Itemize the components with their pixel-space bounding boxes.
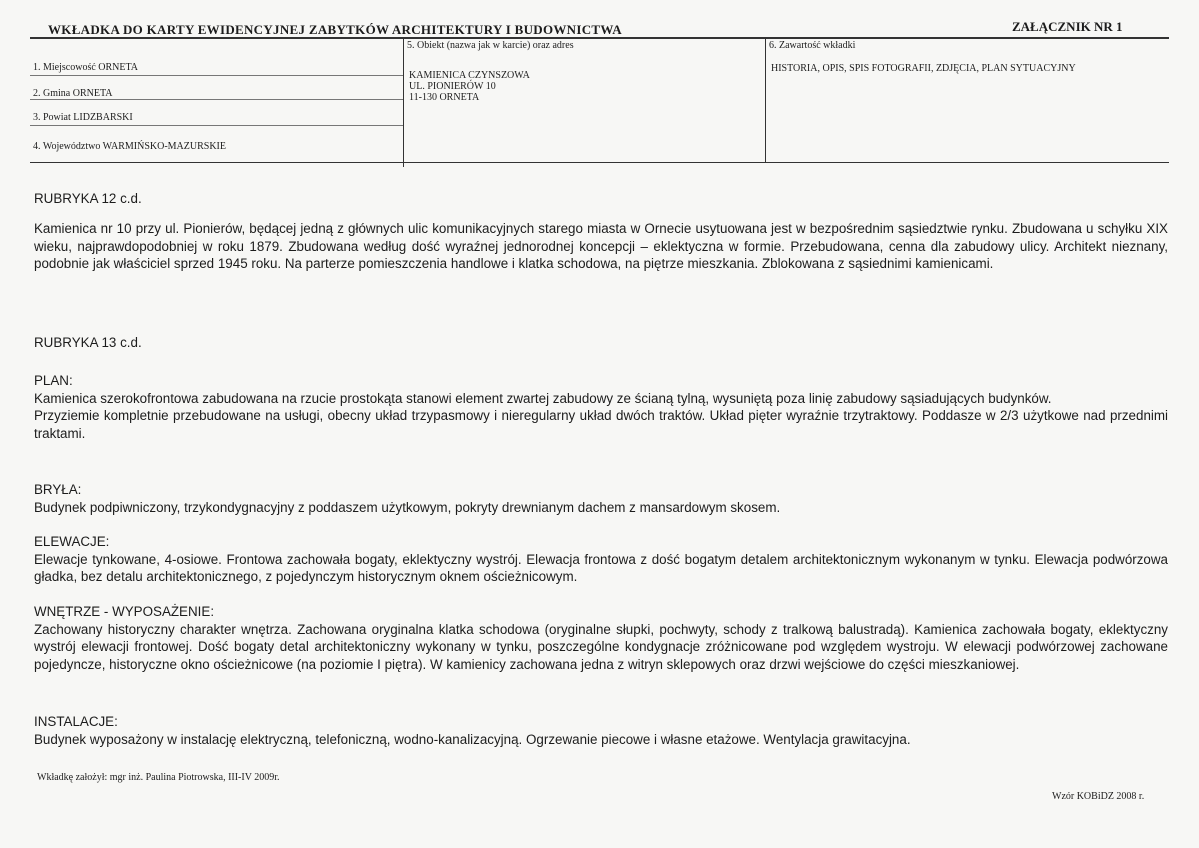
field-commune: 2. Gmina ORNETA	[33, 88, 113, 99]
field-county: 3. Powiat LIDZBARSKI	[33, 112, 133, 123]
object-name: KAMIENICA CZYNSZOWA	[409, 70, 530, 81]
elewacje-text: Elewacje tynkowane, 4-osiowe. Frontowa zachowała bogaty, eklektyczny wystrój. Elewacja frontowa z dość bogatym detalem architektonicznym wykonanym w tynku. Elewacja podwórzowa gładka, bez detalu architektonicznego, z pojedynczym historycznym oknem ościeżnicowym.	[34, 551, 1168, 584]
field-underline	[30, 99, 403, 100]
plan-section	[34, 372, 1168, 442]
plan-text-1: Kamienica szerokofrontowa zabudowana na rzucie prostokąta stanowi element zwartej zabudowy ze ścianą tylną, wysuniętą poza linię zabudowy sąsiadujących budynków.	[34, 390, 1052, 406]
object-address	[409, 70, 530, 103]
rubryka-12-text: Kamienica nr 10 przy ul. Pionierów, będącej jedną z głównych ulic komunikacyjnych starego miasta w Ornecie usytuowana jest w bezpośrednim sąsiedztwie rynku. Zbudowana u schyłku XIX wieku, najprawdopodobniej w roku 1879. Zbudowana według dość wyraźnej jednorodnej koncepcji – eklektyczna w formie. Przebudowana, cenna dla zabudowy ulicy. Architekt nieznany, podobnie jak właściciel sprzed 1945 roku. Na parterze pomieszczenia handlowe i klatka schodowa, na piętrze mieszkania. Zblokowana z sąsiednimi kamienicami.	[34, 221, 1168, 271]
field-underline	[30, 125, 403, 126]
form-title: WKŁADKA DO KARTY EWIDENCYJNEJ ZABYTKÓW ARCHITEKTURY I BUDOWNICTWA	[48, 22, 622, 37]
bryla-text: Budynek podpiwniczony, trzykondygnacyjny z poddaszem użytkowym, pokryty drewnianym dachem z mansardowym skosem.	[34, 499, 781, 515]
table-top-rule	[30, 37, 1169, 39]
instalacje-heading: INSTALACJE:	[34, 714, 118, 729]
contents-field-value: HISTORIA, OPIS, SPIS FOTOGRAFII, ZDJĘCIA, PLAN SYTUACYJNY	[771, 63, 1076, 74]
object-field-label: 5. Obiekt (nazwa jak w karcie) oraz adres	[407, 40, 574, 51]
bryla-heading: BRYŁA:	[34, 482, 82, 497]
object-street: UL. PIONIERÓW 10	[409, 81, 496, 92]
field-voivodeship: 4. Województwo WARMIŃSKO-MAZURSKIE	[33, 141, 226, 152]
author-note: Wkładkę założył: mgr inż. Paulina Piotrowska, III-IV 2009r.	[37, 772, 280, 783]
rubryka-13-heading: RUBRYKA 13 c.d.	[34, 335, 142, 350]
instalacje-text: Budynek wyposażony w instalację elektryczną, telefoniczną, wodno-kanalizacyjną. Ogrzewanie piecowe i własne etażowe. Wentylacja grawitacyjna.	[34, 731, 911, 747]
table-divider-right	[765, 37, 766, 163]
table-divider-left	[403, 37, 404, 167]
object-postal: 11-130 ORNETA	[409, 92, 480, 103]
template-note: Wzór KOBiDZ 2008 r.	[1052, 791, 1145, 802]
wnetrze-text: Zachowany historyczny charakter wnętrza. Zachowana oryginalna klatka schodowa (oryginalne słupki, pochwyty, schody z tralkową balustradą). Kamienica zachowała bogaty, eklektyczny wystrój elewacji frontowej. Dość bogaty detal architektoniczny wykonany w tynku, poszczególne kondygnacje zróżnicowane pod względem wystroju. W elewacji podwórzowej zachowane pojedyncze, historyczne okno ościeżnicowe (na poziomie I piętra). W kamienicy zachowana jedna z witryn sklepowych oraz drzwi wejściowe do części mieszkaniowej.	[34, 621, 1168, 672]
attachment-label: ZAŁĄCZNIK NR 1	[1012, 19, 1123, 34]
elewacje-section	[34, 533, 1168, 586]
contents-field-label: 6. Zawartość wkładki	[769, 40, 856, 51]
plan-heading: PLAN:	[34, 373, 73, 388]
field-town: 1. Miejscowość ORNETA	[33, 62, 139, 73]
wnetrze-section	[34, 603, 1168, 673]
plan-text-2: Przyziemie kompletnie przebudowane na usługi, obecny układ trzypasmowy i nieregularny układ dwóch traktów. Układ pięter wyraźnie trzytraktowy. Poddasze w 2/3 użytkowe nad przednimi traktami.	[34, 408, 1168, 441]
table-bottom-rule	[30, 162, 1169, 163]
elewacje-heading: ELEWACJE:	[34, 534, 110, 549]
bryla-section	[34, 481, 1168, 516]
wnetrze-heading: WNĘTRZE - WYPOSAŻENIE:	[34, 604, 215, 619]
instalacje-section	[34, 713, 1168, 748]
rubryka-12-heading: RUBRYKA 12 c.d.	[34, 191, 142, 206]
field-underline	[30, 75, 403, 76]
